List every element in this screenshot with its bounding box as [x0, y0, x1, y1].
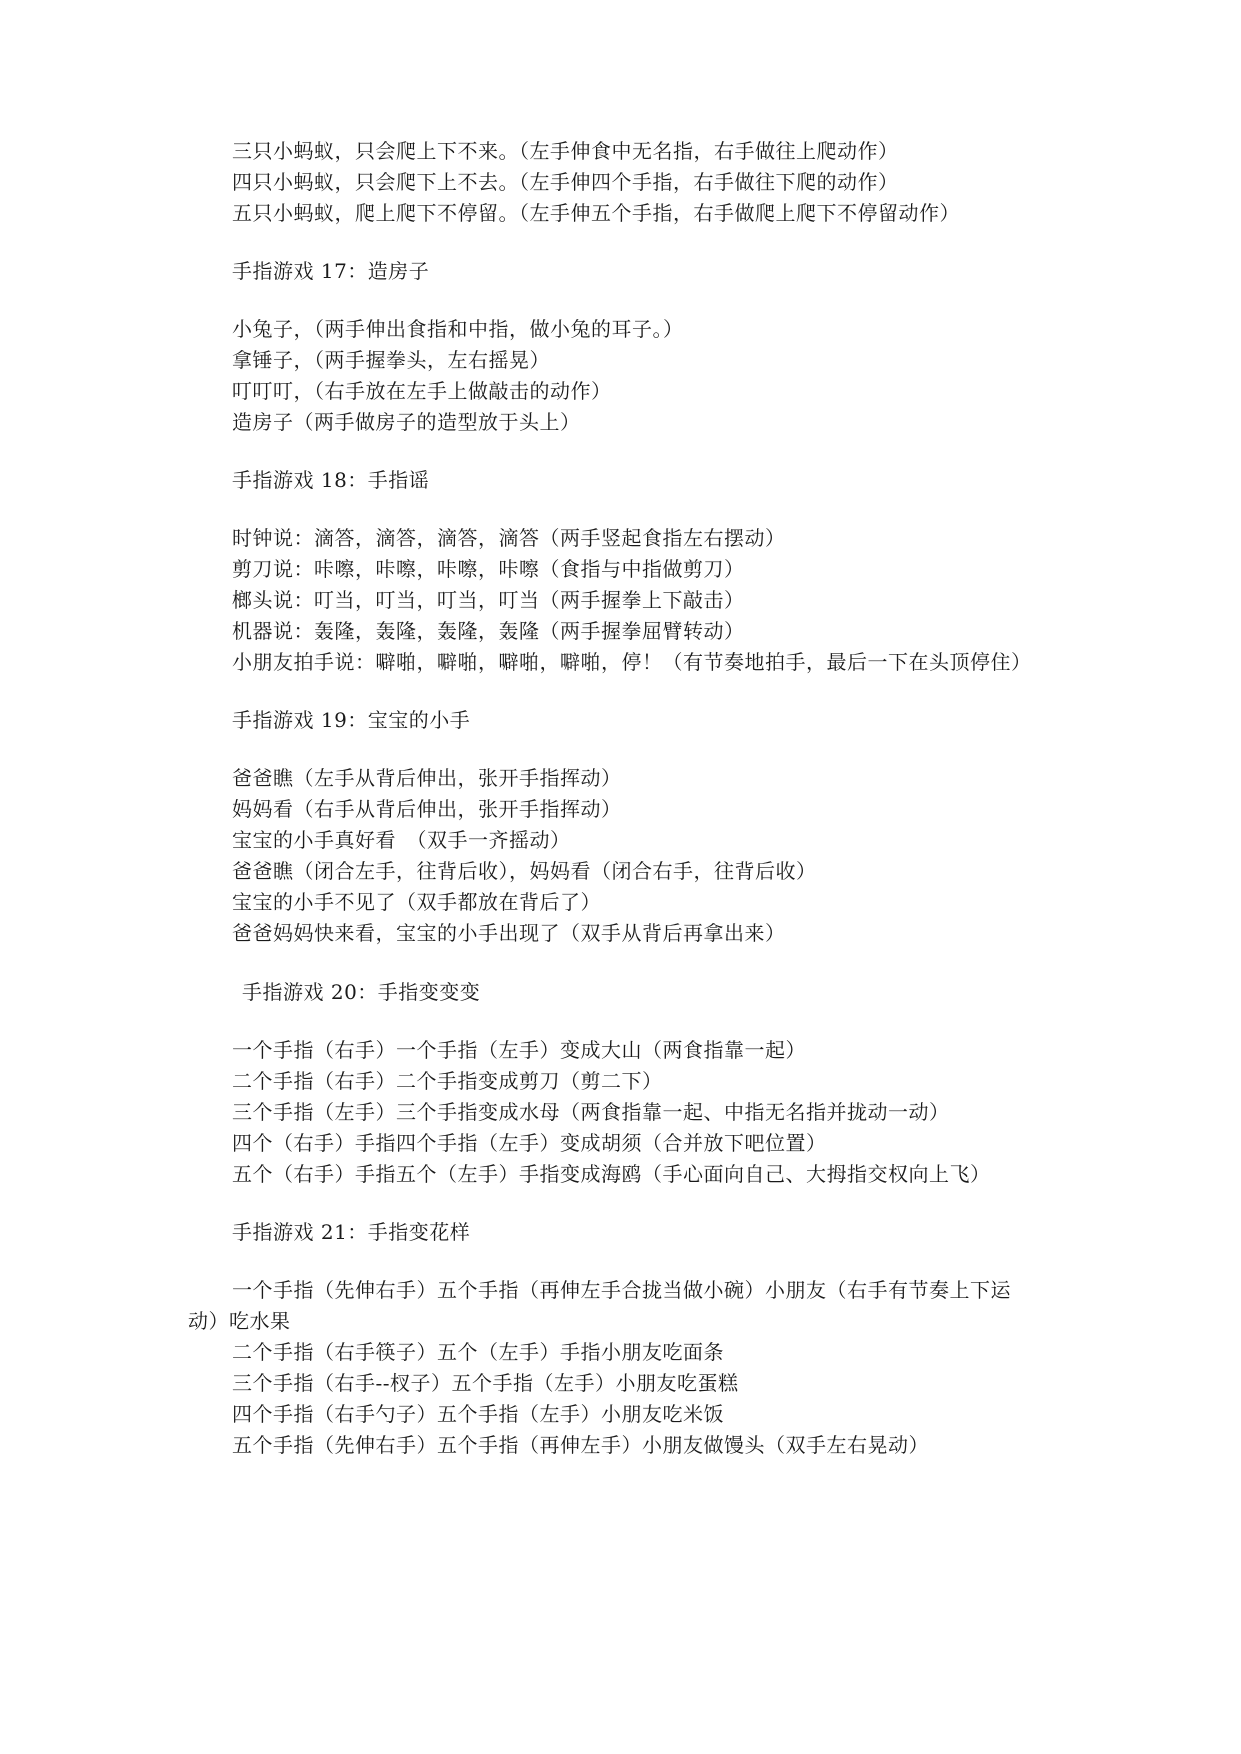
- section-heading: 手指游戏 18：手指谣: [232, 468, 430, 492]
- text-line: 爸爸瞧（左手从背后伸出，张开手指挥动）: [232, 766, 622, 790]
- section-heading: 手指游戏 21：手指变花样: [232, 1220, 471, 1244]
- text-line: 机器说：轰隆，轰隆，轰隆，轰隆（两手握拳屈臂转动）: [232, 619, 745, 643]
- text-line: 拿锤子，（两手握拳头，左右摇晃）: [232, 348, 550, 372]
- text-line: 造房子（两手做房子的造型放于头上）: [232, 410, 581, 434]
- text-line: 小朋友拍手说：噼啪，噼啪，噼啪，噼啪，停！（有节奏地拍手，最后一下在头顶停住）: [232, 650, 1032, 674]
- text-line: 二个手指（右手筷子）五个（左手）手指小朋友吃面条: [232, 1340, 724, 1364]
- text-line: 三个手指（左手）三个手指变成水母（两食指靠一起、中指无名指并拢动一动）: [232, 1100, 950, 1124]
- text-line: 叮叮叮，（右手放在左手上做敲击的动作）: [232, 379, 612, 403]
- text-line: 三个手指（右手--杈子）五个手指（左手）小朋友吃蛋糕: [232, 1371, 739, 1395]
- text-line: 妈妈看（右手从背后伸出，张开手指挥动）: [232, 797, 622, 821]
- text-line: 一个手指（右手）一个手指（左手）变成大山（两食指靠一起）: [232, 1038, 806, 1062]
- text-line: 二个手指（右手）二个手指变成剪刀（剪二下）: [232, 1069, 663, 1093]
- text-line: 五个手指（先伸右手）五个手指（再伸左手）小朋友做馒头（双手左右晃动）: [232, 1433, 929, 1457]
- text-line: 小兔子，（两手伸出食指和中指，做小兔的耳子。）: [232, 317, 684, 341]
- text-line: 爸爸瞧（闭合左手，往背后收），妈妈看（闭合右手，往背后收）: [232, 859, 817, 883]
- text-line-continuation: 动）吃水果: [188, 1309, 291, 1333]
- section-heading: 手指游戏 17：造房子: [232, 259, 430, 283]
- text-line: 四个手指（右手勺子）五个手指（左手）小朋友吃米饭: [232, 1402, 724, 1426]
- text-line: 爸爸妈妈快来看，宝宝的小手出现了（双手从背后再拿出来）: [232, 921, 786, 945]
- text-line: 剪刀说：咔嚓，咔嚓，咔嚓，咔嚓（食指与中指做剪刀）: [232, 557, 745, 581]
- text-line: 时钟说：滴答，滴答，滴答，滴答（两手竖起食指左右摆动）: [232, 526, 786, 550]
- text-line: 宝宝的小手真好看 （双手一齐摇动）: [232, 828, 571, 852]
- text-line: 榔头说：叮当，叮当，叮当，叮当（两手握拳上下敲击）: [232, 588, 745, 612]
- text-line: 四只小蚂蚁，只会爬下上不去。（左手伸四个手指，右手做往下爬的动作）: [232, 170, 899, 194]
- text-line: 一个手指（先伸右手）五个手指（再伸左手合拢当做小碗）小朋友（右手有节奏上下运: [232, 1278, 1011, 1302]
- text-line: 三只小蚂蚁，只会爬上下不来。（左手伸食中无名指，右手做往上爬动作）: [232, 139, 899, 163]
- section-heading: 手指游戏 19：宝宝的小手: [232, 708, 471, 732]
- text-line: 五个（右手）手指五个（左手）手指变成海鸥（手心面向自己、大拇指交权向上飞）: [232, 1162, 991, 1186]
- text-line: 四个（右手）手指四个手指（左手）变成胡须（合并放下吧位置）: [232, 1131, 827, 1155]
- text-line: 宝宝的小手不见了（双手都放在背后了）: [232, 890, 601, 914]
- section-heading: 手指游戏 20：手指变变变: [242, 980, 481, 1004]
- text-line: 五只小蚂蚁，爬上爬下不停留。（左手伸五个手指，右手做爬上爬下不停留动作）: [232, 201, 960, 225]
